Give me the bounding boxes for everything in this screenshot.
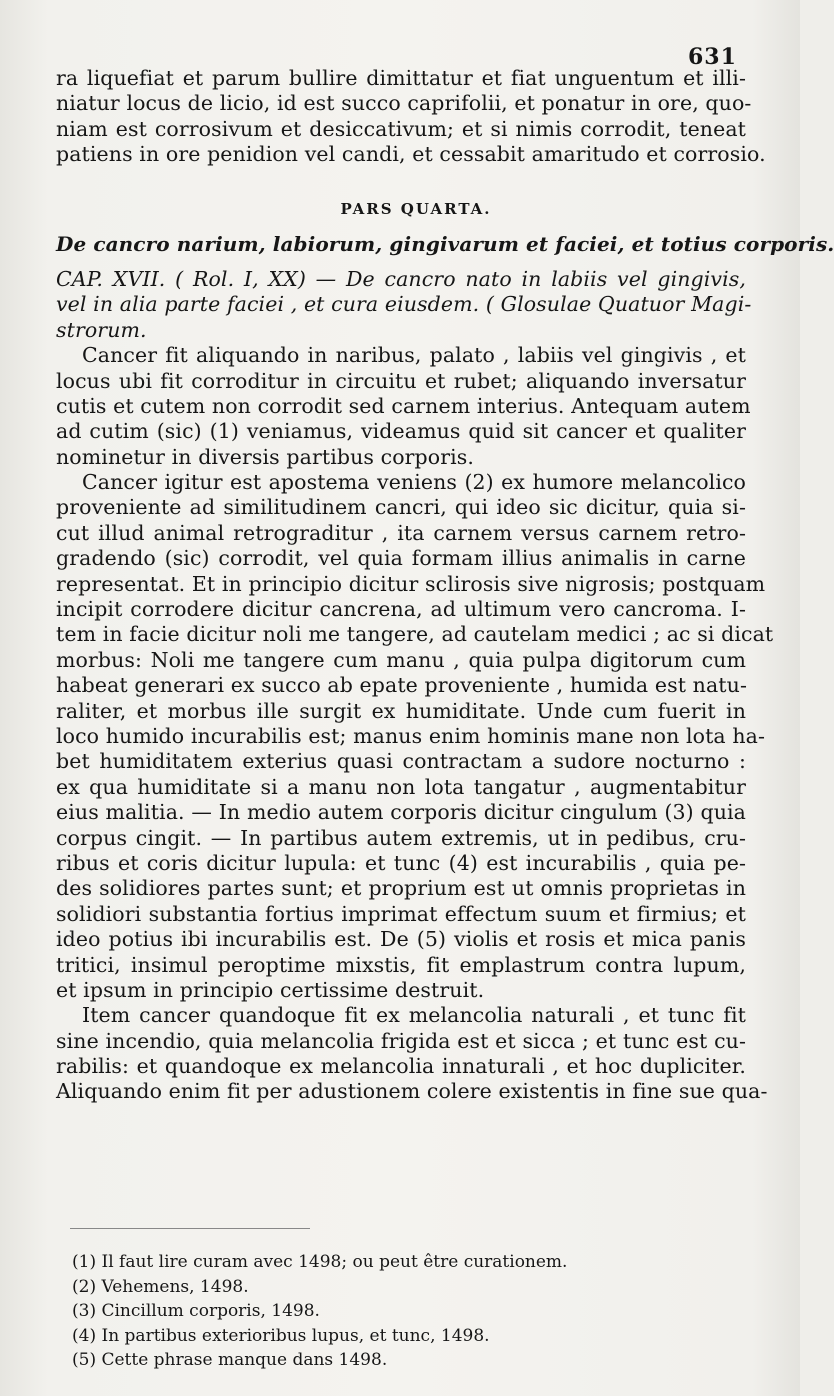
text-line: solidiori substantia fortius imprimat effectum suum et firmius; et (56, 901, 746, 926)
text-line: proveniente ad similitudinem cancri, qui ideo sic dicitur, quia si- (56, 495, 746, 520)
section-subtitle: De cancro narium, labiorum, gingivarum et faciei, et totius corporis. (56, 231, 834, 256)
text-line: tem in facie dicitur noli me tangere, ad cautelam medici ; ac si dicat (56, 622, 774, 647)
text-line: loco humido incurabilis est; manus enim hominis mane non lota ha- (56, 723, 766, 748)
paragraph (56, 470, 774, 1003)
footnotes (72, 1250, 672, 1373)
text-line: locus ubi fit corroditur in circuitu et rubet; aliquando inversatur (56, 368, 746, 393)
page-number: 631 (688, 44, 737, 70)
text-line: niam est corrosivum et desiccativum; et si nimis corrodit, teneat (56, 116, 746, 141)
text-line: Aliquando enim fit per adustionem colere existentis in fine sue qua- (56, 1079, 768, 1104)
text-line: Cancer igitur est apostema veniens (2) ex humore melancolico (82, 470, 746, 495)
text-line: cutis et cutem non corrodit sed carnem interius. Antequam autem (56, 393, 751, 418)
text-line: ribus et coris dicitur lupula: et tunc (4) est incurabilis , quia pe- (56, 850, 746, 875)
text-line: tritici, insimul peroptime mixstis, fit emplastrum contra lupum, (56, 952, 746, 977)
chapter-text (56, 343, 774, 1105)
paragraph (56, 1003, 768, 1105)
text-line: raliter, et morbus ille surgit ex humiditate. Unde cum fuerit in (56, 698, 746, 723)
footnote: (1) Il faut lire curam avec 1498; ou peut être curationem. (72, 1252, 568, 1272)
chapter-heading-line: strorum. (56, 317, 147, 342)
text-line: niatur locus de licio, id est succo caprifolii, et ponatur in ore, quo- (56, 91, 752, 116)
text-line: ex qua humiditate si a manu non lota tangatur , augmentabitur (56, 774, 746, 799)
text-line: des solidiores partes sunt; et proprium est ut omnis proprietas in (56, 876, 746, 901)
text-line: bet humiditatem exterius quasi contractam a sudore nocturno : (56, 749, 746, 774)
text-line: ideo potius ibi incurabilis est. De (5) violis et rosis et mica panis (56, 927, 746, 952)
section-title: PARS QUARTA. (340, 199, 492, 218)
text-line: ad cutim (sic) (1) veniamus, videamus quid sit cancer et qualiter (56, 419, 746, 444)
text-line: gradendo (sic) corrodit, vel quia formam illius animalis in carne (56, 546, 746, 571)
text-line: et ipsum in principio certissime destruit. (56, 977, 485, 1002)
text-line: eius malitia. — In medio autem corporis dicitur cingulum (3) quia (56, 800, 746, 825)
text-line: rabilis: et quandoque ex melancolia innaturali , et hoc dupliciter. (56, 1054, 746, 1079)
footnote: (2) Vehemens, 1498. (72, 1276, 249, 1297)
text-line: incipit corrodere dicitur cancrena, ad ultimum vero cancroma. I- (56, 597, 746, 622)
paragraph (56, 343, 751, 470)
text-line: habeat generari ex succo ab epate proveniente , humida est natu- (56, 673, 747, 698)
text-line: sine incendio, quia melancolia frigida est et sicca ; et tunc est cu- (56, 1028, 746, 1053)
footnote-divider (70, 1228, 310, 1229)
chapter-heading-line: CAP. XVII. ( Rol. I, XX) — De cancro nato in labiis vel gingivis, (56, 266, 746, 291)
text-line: patiens in ore penidion vel candi, et cessabit amaritudo et corrosio. (56, 142, 766, 167)
text-line: Cancer fit aliquando in naribus, palato , labiis vel gingivis , et (82, 343, 746, 368)
footnote: (3) Cincillum corporis, 1498. (72, 1301, 320, 1321)
text-line: morbus: Noli me tangere cum manu , quia pulpa digitorum cum (56, 647, 746, 672)
text-line: Item cancer quandoque fit ex melancolia naturali , et tunc fit (82, 1003, 746, 1028)
footnote: (5) Cette phrase manque dans 1498. (72, 1350, 388, 1370)
chapter-heading-line: vel in alia parte faciei , et cura eiusdem. ( Glosulae Quatuor Magi- (56, 292, 752, 317)
main-text (56, 66, 834, 1105)
text-line: representat. Et in principio dicitur sclirosis sive nigrosis; postquam (56, 571, 766, 596)
text-line: ra liquefiat et parum bullire dimittatur et fiat unguentum et illi- (56, 66, 746, 90)
text-line: cut illud animal retrograditur , ita carnem versus carnem retro- (56, 520, 746, 545)
text-line: nominetur in diversis partibus corporis. (56, 444, 474, 469)
opening-paragraph (56, 66, 766, 168)
text-line: corpus cingit. — In partibus autem extremis, ut in pedibus, cru- (56, 825, 746, 850)
chapter-heading (56, 266, 752, 343)
footnote: (4) In partibus exterioribus lupus, et tunc, 1498. (72, 1325, 490, 1346)
